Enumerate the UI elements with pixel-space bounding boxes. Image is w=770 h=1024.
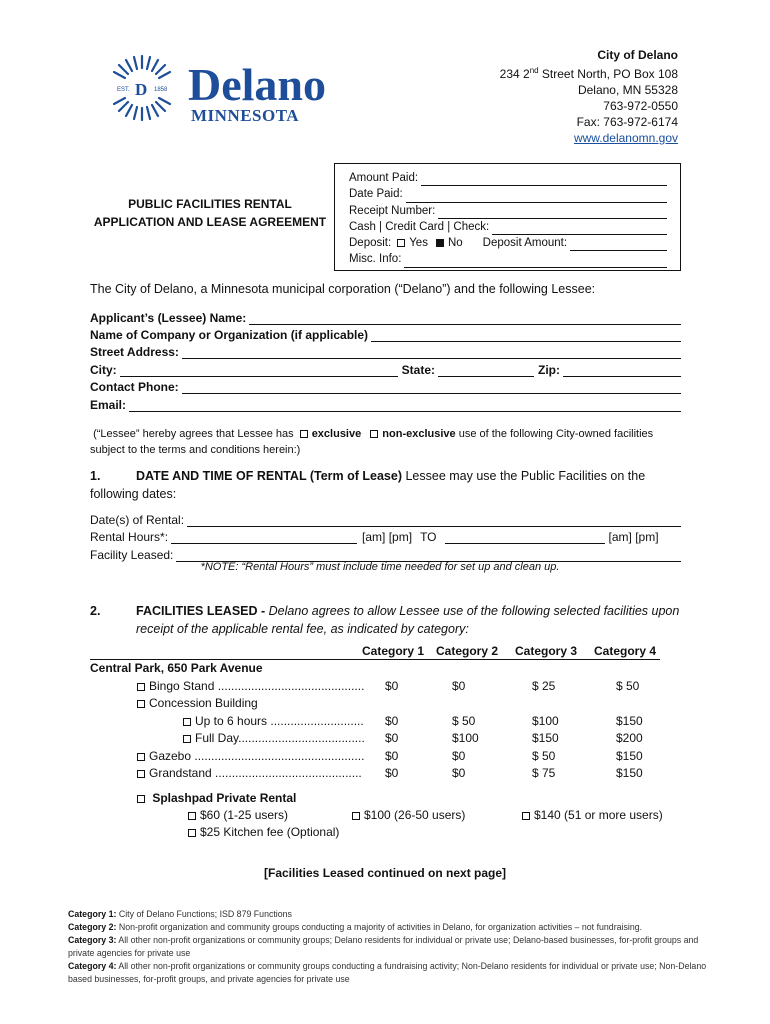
exclusive-checkbox[interactable] — [300, 430, 308, 438]
splashpad-option-3[interactable]: $140 (51 or more users) — [522, 808, 663, 825]
price: $100 — [452, 731, 479, 745]
concession-building-option[interactable]: Concession Building — [137, 696, 258, 713]
category-3-header: Category 3 — [515, 644, 578, 658]
grandstand-option[interactable]: Grandstand ............................................ — [137, 766, 362, 783]
office-use-box — [334, 163, 681, 271]
start-time-field[interactable] — [171, 531, 357, 544]
website-link[interactable]: www.delanomn.gov — [573, 131, 678, 145]
svg-text:1858: 1858 — [154, 87, 168, 93]
address-line1: 234 2nd Street North, PO Box 108 — [499, 66, 678, 81]
form-title: PUBLIC FACILITIES RENTAL APPLICATION AND LEASE AGREEMENT — [93, 197, 327, 229]
splashpad-heading: Splashpad Private Rental — [137, 791, 296, 808]
park-heading: Central Park, 650 Park Avenue — [90, 661, 263, 675]
payment-method-field[interactable]: Cash | Credit Card | Check: — [349, 219, 667, 235]
price: $0 — [385, 731, 399, 745]
category-footnotes — [68, 908, 708, 986]
price: $200 — [616, 731, 643, 745]
svg-text:D: D — [135, 80, 148, 99]
splashpad-option-2[interactable]: $100 (26-50 users) — [352, 808, 465, 825]
price: $150 — [616, 714, 643, 728]
address-line2: Delano, MN 55328 — [577, 83, 678, 97]
email-field[interactable]: Email: — [90, 395, 681, 412]
price: $0 — [385, 749, 399, 763]
concession-6hr-option[interactable]: Up to 6 hours ............................ — [183, 714, 364, 731]
intro-text: The City of Delano, a Minnesota municipal corporation (“Delano”) and the following Lessee: — [90, 282, 596, 296]
category-divider — [90, 659, 660, 660]
contact-phone-field[interactable]: Contact Phone: — [90, 377, 681, 394]
lessee-note: (“Lessee” hereby agrees that Lessee has exclusive non-exclusive use of the following City-owned facilities subject to the terms and conditions herein:) — [90, 428, 654, 456]
contact-block — [418, 47, 678, 146]
price: $0 — [385, 679, 399, 693]
rental-dates-field[interactable]: Date(s) of Rental: — [90, 510, 681, 527]
rental-hours-note: *NOTE: “Rental Hours” must include time needed for set up and clean up. — [200, 561, 560, 573]
footnote-category-1: Category 1: City of Delano Functions; ISD 879 Functions — [68, 909, 292, 919]
price: $0 — [452, 766, 466, 780]
fax: Fax: 763-972-6174 — [576, 115, 678, 129]
price: $ 50 — [532, 749, 556, 763]
rental-hours-row: Rental Hours*: [am] [pm] TO [am] [pm] — [90, 530, 659, 544]
concession-full-day-option[interactable]: Full Day...................................... — [183, 731, 365, 748]
receipt-number-field[interactable]: Receipt Number: — [349, 203, 667, 219]
category-1-header: Category 1 — [362, 644, 425, 658]
amount-paid-field[interactable]: Amount Paid: — [349, 170, 667, 186]
category-4-header: Category 4 — [594, 644, 657, 658]
lessee-name-field[interactable]: Applicant’s (Lessee) Name: — [90, 308, 681, 325]
price: $ 25 — [532, 679, 556, 693]
phone: 763-972-0550 — [603, 99, 678, 113]
category-2-header: Category 2 — [436, 644, 499, 658]
state-field[interactable] — [438, 364, 534, 377]
price: $0 — [385, 714, 399, 728]
price: $ 50 — [452, 714, 476, 728]
price: $ 75 — [532, 766, 556, 780]
facility-leased-field[interactable]: Facility Leased: — [90, 545, 681, 562]
date-paid-field[interactable]: Date Paid: — [349, 186, 667, 202]
section-2: 2. FACILITIES LEASED - Delano agrees to allow Lessee use of the following selected facilities upon receipt of the applicable rental fee, as indicated by category: — [90, 604, 680, 636]
street-address-field[interactable]: Street Address: — [90, 342, 681, 359]
company-name-field[interactable]: Name of Company or Organization (if applicable) — [90, 325, 681, 342]
end-time-field[interactable] — [445, 531, 605, 544]
price: $150 — [532, 731, 559, 745]
footnote-category-2: Category 2: Non-profit organization and community groups conducting a majority of activities in Delano, for organization activities – not fundraising. — [68, 922, 643, 932]
misc-info-field[interactable]: Misc. Info: — [349, 251, 667, 267]
zip-field[interactable] — [563, 364, 681, 377]
bingo-stand-option[interactable]: Bingo Stand ............................................ — [137, 679, 364, 696]
price: $0 — [452, 679, 466, 693]
org-name: City of Delano — [597, 48, 678, 62]
splashpad-option-1[interactable]: $60 (1-25 users) — [188, 808, 288, 825]
city-state-zip-row: City: State: Zip: — [90, 360, 681, 377]
delano-logo — [108, 54, 368, 129]
deposit-yes-checkbox[interactable] — [397, 239, 405, 247]
kitchen-fee-option[interactable]: $25 Kitchen fee (Optional) — [188, 825, 339, 842]
section-1: 1. DATE AND TIME OF RENTAL (Term of Lease) Lessee may use the Public Facilities on the following dates: — [90, 469, 646, 501]
footnote-category-4: Category 4: All other non-profit organizations or community groups conducting a fundraising activity; Non-Delano residents for individual or private use; Non-Delano based businesses, for-profit groups, and private agencies for private use — [68, 961, 707, 984]
svg-text:EST.: EST. — [117, 87, 130, 93]
deposit-amount-field[interactable] — [570, 238, 667, 251]
deposit-row: Deposit: Yes No Deposit Amount: — [349, 235, 667, 251]
price: $100 — [532, 714, 559, 728]
gazebo-option[interactable]: Gazebo ................................................... — [137, 749, 364, 766]
price: $150 — [616, 766, 643, 780]
price: $0 — [452, 749, 466, 763]
logo-state: MINNESOTA — [191, 106, 300, 125]
footnote-category-3: Category 3: All other non-profit organizations or community groups; Delano residents for individual or private use; Delano-based businesses, for-profit groups and private agencies for private use — [68, 935, 699, 958]
continued-note: [Facilities Leased continued on next page] — [264, 866, 507, 880]
price: $ 50 — [616, 679, 640, 693]
price: $0 — [385, 766, 399, 780]
non-exclusive-checkbox[interactable] — [370, 430, 378, 438]
deposit-no-checkbox[interactable] — [436, 239, 444, 247]
price: $150 — [616, 749, 643, 763]
city-field[interactable] — [120, 364, 398, 377]
logo-wordmark: Delano — [188, 59, 326, 110]
